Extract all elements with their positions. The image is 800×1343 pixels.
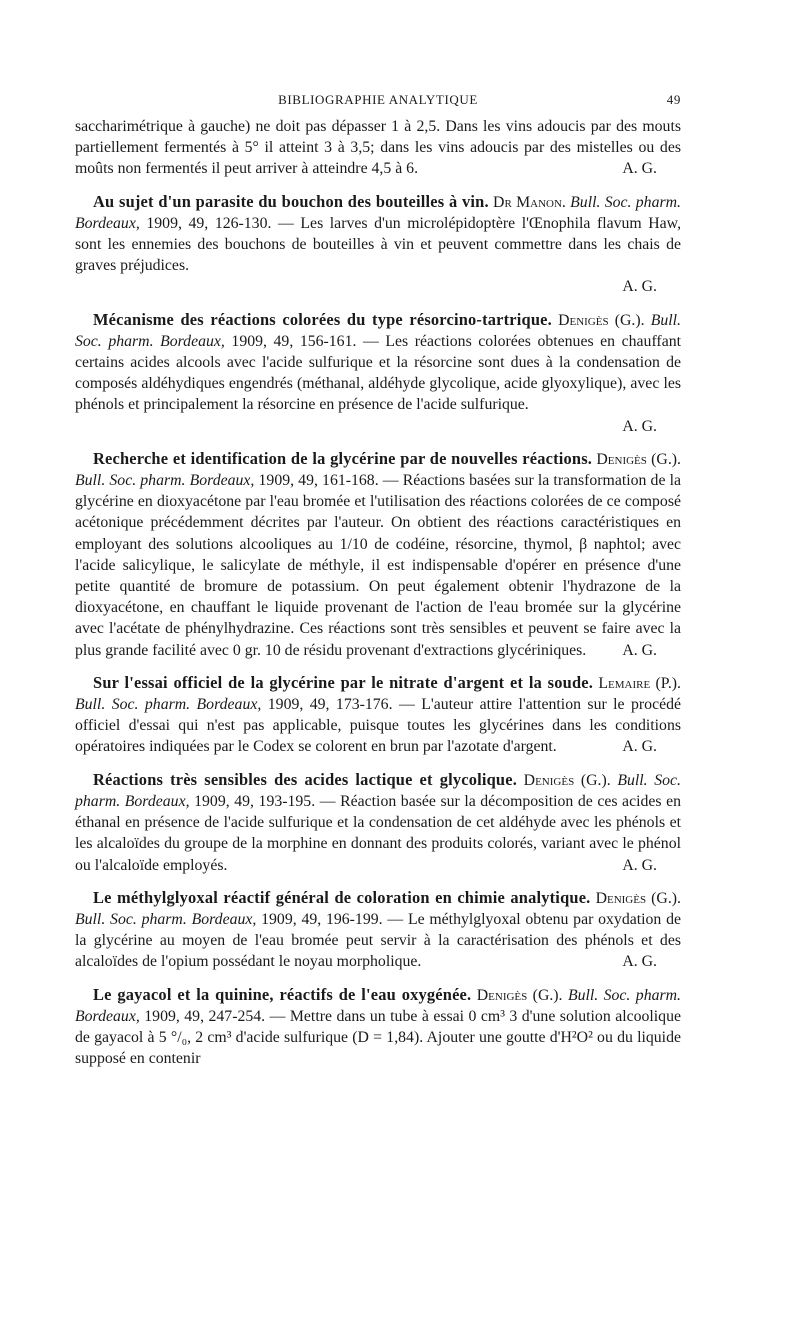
entry-signature: A. G. xyxy=(622,856,657,874)
entry-title: Mécanisme des réactions colorées du type résorcino-tartrique. xyxy=(93,309,552,329)
entry-parasite-bouchon xyxy=(75,191,681,298)
entry-signature: A. G. xyxy=(622,953,657,971)
entry-signature: A. G. xyxy=(622,278,657,296)
entry-methylglyoxal xyxy=(75,887,681,973)
entry-author: Denigès (G.). xyxy=(596,450,681,468)
page-number: 49 xyxy=(666,92,681,107)
entry-body: Mettre dans un tube à essai 0 cm³ 3 d'une solution alcoolique de gayacol à 5 °/₀, 2 cm³ d'acide sulfurique (D = 1,84). Ajouter une goutte d'H²O² ou du liquide supposé en contenir xyxy=(75,1007,681,1068)
entry-journal: Bull. Soc. pharm. Bordeaux, xyxy=(75,986,682,1025)
entry-body: Réaction basée sur la décomposition de ces acides en éthanal en présence de l'acide sulfurique et la condensation de cet aldéhyde avec les phénols et les alcaloïdes du groupe de la morphine en donnant des produits colorés, variant avec le phénol ou l'alcaloïde employés. xyxy=(75,792,682,874)
intro-signature: A. G. xyxy=(622,160,657,178)
entry-signature: A. G. xyxy=(622,417,657,435)
entry-title: Au sujet d'un parasite du bouchon des bouteilles à vin. xyxy=(93,191,489,211)
entry-body: Réactions basées sur la transformation de la glycérine en dioxyacétone par l'eau bromée et l'utilisation des réactions colorées de ce composé acétonique précédemment décrites par l'auteur. On obtient des réactions caractéristiques en employant des solutions alcooliques au 1/10 de codéine, résorcine, thymol, β naphtol; avec l'acide salicylique, le salicylate de méthyle, il est indispensable d'opérer en présence d'une petite quantité de bromure de potassium. On peut également obtenir l'hydrazone de la dioxyacétone, en chauffant le liquide provenant de l'action de l'eau bromée sur la glycérine avec l'acétate de phénylhydrazine. Ces réactions sont très sensibles et peuvent se faire avec la plus grande facilité avec 0 gr. 10 de résidu provenant d'extractions glycériniques. xyxy=(75,472,681,659)
entry-title: Le gayacol et la quinine, réactifs de l'eau oxygénée. xyxy=(93,984,472,1004)
entry-title: Le méthylglyoxal réactif général de coloration en chimie analytique. xyxy=(93,887,591,907)
running-title: BIBLIOGRAPHIE ANALYTIQUE xyxy=(278,92,478,107)
entry-reference: 1909, 49, 193-195. — xyxy=(194,792,336,810)
entry-mecanisme-reactions xyxy=(75,309,681,437)
entry-author: Denigès (G.). xyxy=(476,986,563,1004)
entry-body: Les larves d'un microlépidoptère l'Œnophila flavum Haw, sont les ennemies des bouchons de bouteilles à vin et peuvent commettre dans les chais de graves préjudices. xyxy=(75,214,682,275)
entry-recherche-glycerine xyxy=(75,448,681,661)
entry-author: Lemaire (P.). xyxy=(598,674,681,692)
entry-essai-officiel xyxy=(75,672,681,758)
entry-reference: 1909, 49, 173-176. — xyxy=(267,696,415,714)
entry-body: L'auteur attire l'attention sur le procédé officiel d'essai qui n'est pas applicable, puisque toutes les glycérines dans les conditions opératoires indiquées par le Codex se colorent en brun par l'azotate d'argent. xyxy=(75,696,681,756)
entry-body: Les réactions colorées obtenues en chauffant certains acides alcools avec l'acide sulfurique et la résorcine sont dues à la condensation de composés aldéhydiques engendrés (méthanal, aldéhyde glycolique, acide glyoxylique), avec les phénols et principalement la résorcine en présence de l'acide sulfurique. xyxy=(75,332,681,414)
entry-gayacol-quinine xyxy=(75,984,681,1070)
entry-title: Sur l'essai officiel de la glycérine par le nitrate d'argent et la soude. xyxy=(93,672,594,692)
entry-reference: 1909, 49, 126-130. — xyxy=(146,214,294,232)
entry-reference: 1909, 49, 161-168. — xyxy=(258,472,399,490)
entry-journal: Bull. Soc. pharm. Bordeaux, xyxy=(75,696,262,714)
entry-journal: Bull. Soc. pharm. Bordeaux, xyxy=(75,311,681,350)
entry-signature: A. G. xyxy=(622,738,657,756)
entry-signature: A. G. xyxy=(622,641,657,659)
entry-author: Denigès (G.). xyxy=(558,311,645,329)
entry-title: Recherche et identification de la glycérine par de nouvelles réactions. xyxy=(93,448,593,468)
entry-reference: 1909, 49, 196-199. — xyxy=(261,910,404,928)
entry-author: Denigès (G.). xyxy=(523,771,611,789)
entry-journal: Bull. Soc. pharm. Bordeaux, xyxy=(75,910,257,928)
entry-journal: Bull. Soc. pharm. Bordeaux, xyxy=(75,193,681,232)
entry-journal: Bull. Soc. pharm. Bordeaux, xyxy=(75,771,682,810)
intro-paragraph xyxy=(75,116,681,180)
entry-author: Dr Manon. xyxy=(493,193,566,211)
entry-reference: 1909, 49, 156-161. — xyxy=(231,332,379,350)
entry-acides-lactique xyxy=(75,769,681,876)
entry-reference: 1909, 49, 247-254. — xyxy=(144,1007,286,1025)
entry-body: Le méthylglyoxal obtenu par oxydation de la glycérine au moyen de l'eau bromée peut servir à la caractérisation des phénols et des alcaloïdes de l'opium possédant le noyau morpholique. xyxy=(75,910,681,971)
intro-text: saccharimétrique à gauche) ne doit pas dépasser 1 à 2,5. Dans les vins adoucis par des mouts partiellement fermentés à 5° il atteint 3 à 3,5; dans les vins adoucis par des mistelles ou des moûts non fermentés il peut arriver à atteindre 4,5 à 6. xyxy=(75,118,681,178)
page-body xyxy=(75,88,681,1080)
entry-author: Denigès (G.). xyxy=(595,889,681,907)
entry-title: Réactions très sensibles des acides lactique et glycolique. xyxy=(93,769,518,789)
entry-journal: Bull. Soc. pharm. Bordeaux, xyxy=(75,472,255,490)
